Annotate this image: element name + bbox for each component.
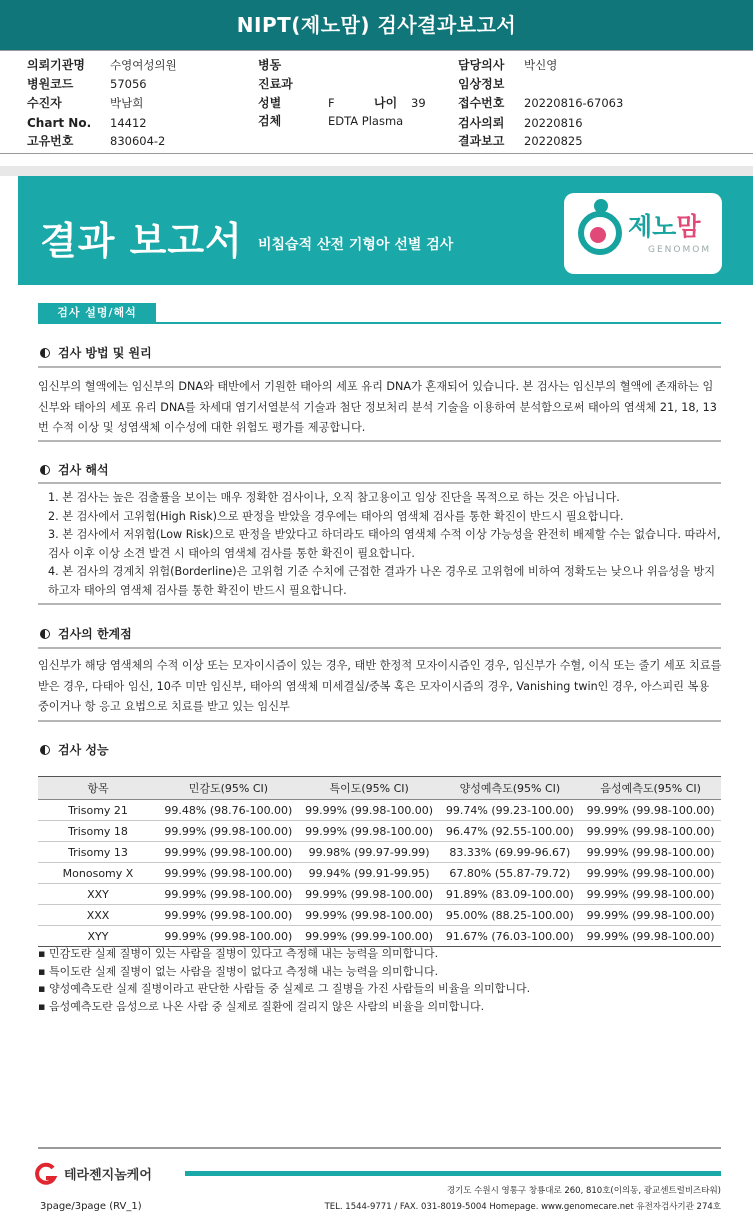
doctor-label: 담당의사 — [458, 58, 505, 72]
sex-label: 성별 — [258, 96, 282, 110]
table-cell: XXX — [38, 905, 158, 926]
table-cell: 99.99% (99.98-100.00) — [580, 863, 721, 884]
divider — [38, 647, 721, 649]
performance-table — [38, 776, 721, 947]
request-date-label: 검사의뢰 — [458, 116, 505, 130]
table-cell: 99.99% (99.98-100.00) — [158, 926, 299, 947]
header-divider — [0, 50, 753, 51]
table-row — [38, 926, 721, 947]
interpret-list — [48, 489, 723, 600]
table-header-row — [38, 777, 721, 800]
list-item: 1. 본 검사는 높은 검출률을 보이는 매우 정확한 검사이나, 오직 참고용이고 임상 진단을 목적으로 하는 것은 아닙니다. — [48, 491, 620, 504]
report-title: NIPT(제노맘) 검사결과보고서 — [0, 0, 753, 50]
table-cell: 99.99% (99.98-100.00) — [299, 905, 440, 926]
list-item: 3. 본 검사에서 저위험(Low Risk)으로 판정을 받았다고 하더라도 태아의 염색체 수적 이상 가능성을 완전히 배제할 수는 없습니다. 따라서, 검사 이후 이상 소견 발견 시 태아의 염색체 검사를 통한 확진이 필요합니다. — [48, 528, 721, 560]
genomom-logo — [564, 193, 722, 274]
section-tab-line — [38, 322, 721, 324]
table-cell: 99.99% (99.98-100.00) — [580, 842, 721, 863]
unique-no-value: 830604-2 — [110, 134, 166, 148]
sex-value: F — [328, 96, 335, 110]
logo-head-dot — [594, 199, 608, 213]
table-cell: 99.48% (98.76-100.00) — [158, 800, 299, 821]
note-item: ▪ 특이도란 실제 질병이 없는 사람을 질병이 없다고 측정해 내는 능력을 의미합니다. — [38, 964, 439, 978]
unique-no-label: 고유번호 — [27, 134, 74, 148]
theragen-logo-icon — [33, 1162, 59, 1186]
hospital-code-label: 병원코드 — [27, 77, 74, 91]
perf-heading — [40, 741, 109, 758]
institution-value: 수영여성의원 — [110, 58, 177, 72]
table-cell: 99.99% (99.98-100.00) — [299, 884, 440, 905]
chart-no-value: 14412 — [110, 116, 147, 130]
note-item: ▪ 음성예측도란 음성으로 나온 사람 중 실제로 질환에 걸리지 않은 사람의 비율을 의미합니다. — [38, 999, 485, 1013]
receipt-no-label: 접수번호 — [458, 96, 505, 110]
page-number: 3page/3page (RV_1) — [40, 1201, 142, 1212]
table-cell: 99.99% (99.98-100.00) — [299, 821, 440, 842]
footer-divider — [38, 1147, 721, 1149]
col-header: 특이도(95% CI) — [299, 777, 440, 800]
logo-english: GENOMOM — [648, 245, 712, 255]
logo-ko-a: 제노 — [628, 212, 677, 241]
table-cell: 91.89% (83.09-100.00) — [440, 884, 581, 905]
note-item: ▪ 양성예측도란 실제 질병이라고 판단한 사람들 중 실제로 그 질병을 가진 사람들의 비율을 의미합니다. — [38, 982, 531, 995]
footer-contact: TEL. 1544-9771 / FAX. 031-8019-5004 Homepage. www.genomecare.net 유전자검사기관 274호 — [324, 1202, 721, 1212]
limits-text: 임신부가 해당 염색체의 수적 이상 또는 모자이시즘이 있는 경우, 태반 한정적 모자이시즘인 경우, 임신부가 수혈, 이식 또는 줄기 세포 치료를 받은 경우, 다태아 임신, 10주 미만 임신부, 태아의 염색체 미세결실/중복 혹은 모자이시즘의 경우, Vanishing twin인 경우, 아스피린 복용 중이거나 항 응고 요법으로 치료를 받고 있는 임신부 — [38, 659, 722, 713]
half-circle-icon — [40, 629, 50, 639]
table-cell: 99.99% (99.98-100.00) — [580, 884, 721, 905]
logo-korean — [628, 207, 700, 243]
table-cell: XXY — [38, 884, 158, 905]
table-cell: 95.00% (88.25-100.00) — [440, 905, 581, 926]
half-circle-icon — [40, 745, 50, 755]
table-cell: 99.99% (99.98-100.00) — [158, 905, 299, 926]
footer-accent-bar — [185, 1171, 721, 1176]
institution-label: 의뢰기관명 — [27, 58, 85, 72]
table-cell: 99.98% (99.97-99.99) — [299, 842, 440, 863]
table-cell: 99.74% (99.23-100.00) — [440, 800, 581, 821]
divider — [38, 366, 721, 368]
section-tab: 검사 설명/해석 — [38, 303, 156, 323]
separator-band — [0, 166, 753, 176]
limits-heading — [40, 625, 132, 642]
table-cell: 99.94% (99.91-99.95) — [299, 863, 440, 884]
age-label: 나이 — [374, 96, 398, 110]
table-cell: 67.80% (55.87-79.72) — [440, 863, 581, 884]
table-cell: 99.99% (99.98-100.00) — [580, 905, 721, 926]
table-cell: XYY — [38, 926, 158, 947]
table-cell: 91.67% (76.03-100.00) — [440, 926, 581, 947]
definition-notes — [38, 945, 723, 1015]
age-value: 39 — [411, 96, 426, 110]
divider — [38, 440, 721, 442]
half-circle-icon — [40, 465, 50, 475]
interpret-heading — [40, 461, 109, 478]
limits-title: 검사의 한계점 — [58, 627, 132, 641]
list-item: 2. 본 검사에서 고위험(High Risk)으로 판정을 받았을 경우에는 태아의 염색체 검사를 통한 확진이 반드시 필요합니다. — [48, 509, 624, 523]
doctor-value: 박신영 — [524, 58, 558, 72]
table-row — [38, 905, 721, 926]
table-cell: 99.99% (99.98-100.00) — [580, 821, 721, 842]
col-header: 음성예측도(95% CI) — [580, 777, 721, 800]
table-row — [38, 884, 721, 905]
logo-ko-b: 맘 — [676, 212, 701, 241]
request-date-value: 20220816 — [524, 116, 583, 130]
banner-title: 결과 보고서 — [40, 219, 243, 263]
table-cell: 99.99% (99.98-100.00) — [158, 884, 299, 905]
table-row — [38, 821, 721, 842]
table-row — [38, 800, 721, 821]
divider — [38, 720, 721, 722]
divider — [38, 482, 721, 484]
table-row — [38, 842, 721, 863]
specimen-value: EDTA Plasma — [328, 114, 404, 128]
banner-subtitle: 비침습적 산전 기형아 선별 검사 — [258, 237, 454, 253]
table-cell: 83.33% (69.99-96.67) — [440, 842, 581, 863]
table-cell: Trisomy 21 — [38, 800, 158, 821]
table-cell: 99.99% (99.99-100.00) — [299, 926, 440, 947]
table-cell: 99.99% (99.98-100.00) — [299, 800, 440, 821]
perf-title: 검사 성능 — [58, 743, 109, 757]
method-heading — [40, 344, 152, 361]
report-date-value: 20220825 — [524, 134, 583, 148]
result-banner — [18, 176, 753, 285]
half-circle-icon — [40, 348, 50, 358]
footer-brand: 테라젠지놈케어 — [64, 1168, 152, 1183]
recipient-label: 수진자 — [27, 96, 62, 110]
list-item: 4. 본 검사의 경계치 위험(Borderline)은 고위험 기준 수치에 근접한 결과가 나온 경우로 고위험에 비하여 정확도는 낮으나 위음성을 방지하고자 태아의 염색체 검사를 통한 확진이 반드시 필요합니다. — [48, 565, 716, 597]
hospital-code-value: 57056 — [110, 77, 147, 91]
department-label: 진료과 — [258, 77, 293, 91]
table-cell: 99.99% (99.98-100.00) — [580, 926, 721, 947]
table-cell: Trisomy 13 — [38, 842, 158, 863]
logo-baby-dot — [590, 227, 606, 243]
ward-label: 병동 — [258, 58, 282, 72]
interpret-title: 검사 해석 — [58, 463, 109, 477]
method-text: 임신부의 혈액에는 임신부의 DNA와 태반에서 기원한 태아의 세포 유리 DNA가 혼재되어 있습니다. 본 검사는 임신부의 혈액에 존재하는 임신부와 태아의 세포 유리 DNA를 차세대 염기서열분석 기술과 첨단 정보처리 분석 기술을 이용하여 분석함으로써 태아의 염색체 21, 18, 13번 수적 이상 및 성염색체 이수성에 대한 위험도 평가를 제공합니다. — [38, 380, 717, 434]
table-row — [38, 863, 721, 884]
report-date-label: 결과보고 — [458, 134, 505, 148]
table-cell: 99.99% (99.98-100.00) — [158, 863, 299, 884]
table-cell: 96.47% (92.55-100.00) — [440, 821, 581, 842]
col-header: 항목 — [38, 777, 158, 800]
receipt-no-value: 20220816-67063 — [524, 96, 624, 110]
info-divider — [0, 153, 753, 154]
table-cell: Monosomy X — [38, 863, 158, 884]
chart-no-label: Chart No. — [27, 116, 92, 130]
table-cell: 99.99% (99.98-100.00) — [158, 821, 299, 842]
divider — [38, 603, 721, 605]
note-item: ▪ 민감도란 실제 질병이 있는 사람을 질병이 있다고 측정해 내는 능력을 의미합니다. — [38, 947, 439, 960]
method-title: 검사 방법 및 원리 — [58, 346, 152, 360]
col-header: 민감도(95% CI) — [158, 777, 299, 800]
col-header: 양성예측도(95% CI) — [440, 777, 581, 800]
footer-address: 경기도 수원시 영통구 창룡대로 260, 810호(이의동, 광교센트럴비즈타워) — [446, 1186, 721, 1196]
table-cell: 99.99% (99.98-100.00) — [158, 842, 299, 863]
recipient-value: 박남희 — [110, 96, 144, 110]
table-cell: 99.99% (99.98-100.00) — [580, 800, 721, 821]
table-cell: Trisomy 18 — [38, 821, 158, 842]
clinical-info-label: 임상정보 — [458, 77, 505, 91]
specimen-label: 검체 — [258, 114, 282, 128]
